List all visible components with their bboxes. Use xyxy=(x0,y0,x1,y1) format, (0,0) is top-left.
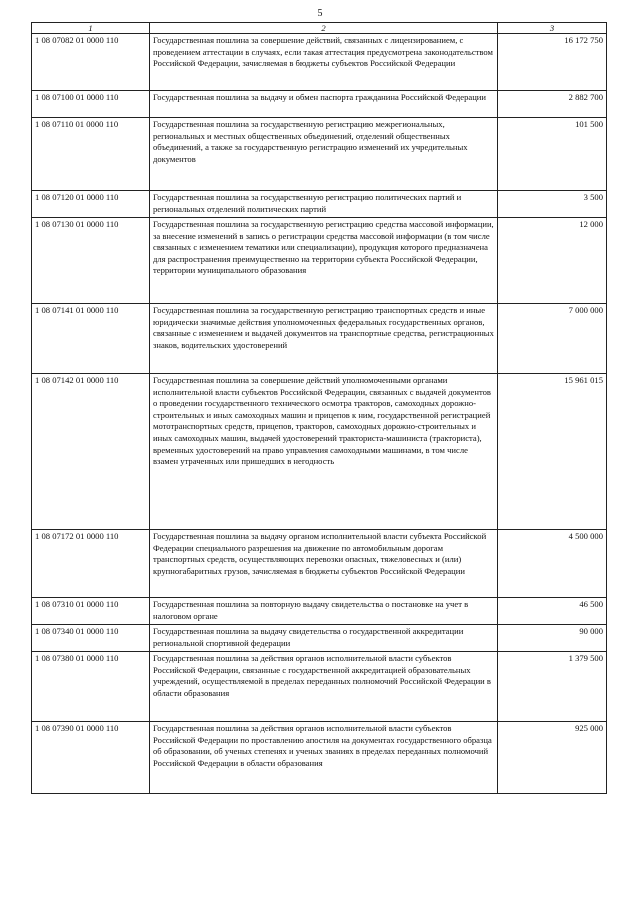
revenue-name: Государственная пошлина за выдачу органом исполнительной власти субъекта Российской Федерации специального разрешения на движение по автомобильным дорогам транспортных средств, осуществляющих перевозки опасных, тяжеловесных и (или) крупногабаритных грузов, зачисляемая в бюджеты субъектов Российской Федерации xyxy=(150,530,498,598)
revenue-name: Государственная пошлина за действия органов исполнительной власти субъектов Российской Федерации по проставлению апостиля на документах государственного образца об образовании, об ученых степенях и ученых званиях в пределах переданных полномочий Российской Федерации в области образования xyxy=(150,722,498,794)
amount: 925 000 xyxy=(498,722,607,794)
revenue-name: Государственная пошлина за выдачу и обмен паспорта гражданина Российской Федерации xyxy=(150,91,498,118)
budget-code: 1 08 07100 01 0000 110 xyxy=(32,91,150,118)
amount: 90 000 xyxy=(498,625,607,652)
page-number: 5 xyxy=(317,8,323,19)
table-row xyxy=(32,191,607,218)
revenue-name: Государственная пошлина за повторную выдачу свидетельства о постановке на учет в налоговом органе xyxy=(150,598,498,625)
revenue-name: Государственная пошлина за государственную регистрацию политических партий и региональных отделений политических партий xyxy=(150,191,498,218)
table-row xyxy=(32,218,607,304)
budget-code: 1 08 07340 01 0000 110 xyxy=(32,625,150,652)
table-row xyxy=(32,530,607,598)
amount: 1 379 500 xyxy=(498,652,607,722)
revenue-name: Государственная пошлина за государственную регистрацию средства массовой информации, за внесение изменений в запись о регистрации средства массовой информации (в том числе связанных с изменением тематики или специализации), продукция которого предназначена для распространения преимущественно на территории субъекта Российской Федерации, территории муниципального образования xyxy=(150,218,498,304)
revenue-name: Государственная пошлина за государственную регистрацию транспортных средств и иные юридически значимые действия уполномоченных федеральных государственных органов, связанные с изменением и выдачей документов на транспортные средства, регистрационных знаков, водительских удостоверений xyxy=(150,304,498,374)
amount: 101 500 xyxy=(498,118,607,191)
table-row xyxy=(32,374,607,530)
revenue-table xyxy=(31,22,607,794)
amount: 12 000 xyxy=(498,218,607,304)
amount: 2 882 700 xyxy=(498,91,607,118)
revenue-name: Государственная пошлина за совершение действий уполномоченными органами исполнительной власти субъектов Российской Федерации, связанных с выдачей документов о проведении государственного технического осмотра тракторов, самоходных дорожно-строительных и иных самоходных машин и прицепов к ним, государственной регистрацией мототранспортных средств, прицепов, тракторов, самоходных дорожно-строительных и иных самоходных машин, выдачей удостоверений тракториста-машиниста (тракториста), временных удостоверений на право управления самоходными машинами, в том числе взамен утраченных или пришедших в негодность xyxy=(150,374,498,530)
budget-code: 1 08 07130 01 0000 110 xyxy=(32,218,150,304)
amount: 4 500 000 xyxy=(498,530,607,598)
budget-code: 1 08 07120 01 0000 110 xyxy=(32,191,150,218)
table-row xyxy=(32,598,607,625)
amount: 7 000 000 xyxy=(498,304,607,374)
budget-code: 1 08 07142 01 0000 110 xyxy=(32,374,150,530)
column-number: 2 xyxy=(150,23,498,34)
table-row xyxy=(32,91,607,118)
budget-code: 1 08 07082 01 0000 110 xyxy=(32,34,150,91)
budget-code: 1 08 07141 01 0000 110 xyxy=(32,304,150,374)
amount: 3 500 xyxy=(498,191,607,218)
budget-code: 1 08 07380 01 0000 110 xyxy=(32,652,150,722)
column-number: 3 xyxy=(498,23,607,34)
table-row xyxy=(32,625,607,652)
revenue-name: Государственная пошлина за совершение действий, связанных с лицензированием, с проведением аттестации в случаях, если такая аттестация предусмотрена законодательством Российской Федерации, зачисляемая в бюджеты субъектов Российской Федерации xyxy=(150,34,498,91)
amount: 16 172 750 xyxy=(498,34,607,91)
table-row xyxy=(32,652,607,722)
budget-code: 1 08 07390 01 0000 110 xyxy=(32,722,150,794)
revenue-name: Государственная пошлина за выдачу свидетельства о государственной аккредитации региональной спортивной федерации xyxy=(150,625,498,652)
revenue-name: Государственная пошлина за государственную регистрацию межрегиональных, региональных и местных общественных объединений, отделений общественных объединений, а также за государственную регистрацию изменений их учредительных документов xyxy=(150,118,498,191)
revenue-name: Государственная пошлина за действия органов исполнительной власти субъектов Российской Федерации, связанные с государственной аккредитацией образовательных учреждений, осуществляемой в пределах переданных полномочий Российской Федерации в области образования xyxy=(150,652,498,722)
column-number: 1 xyxy=(32,23,150,34)
table-row xyxy=(32,34,607,91)
budget-code: 1 08 07172 01 0000 110 xyxy=(32,530,150,598)
table-row xyxy=(32,118,607,191)
budget-code: 1 08 07310 01 0000 110 xyxy=(32,598,150,625)
column-number-row xyxy=(32,23,607,34)
amount: 15 961 015 xyxy=(498,374,607,530)
budget-code: 1 08 07110 01 0000 110 xyxy=(32,118,150,191)
table-row xyxy=(32,722,607,794)
table-row xyxy=(32,304,607,374)
amount: 46 500 xyxy=(498,598,607,625)
